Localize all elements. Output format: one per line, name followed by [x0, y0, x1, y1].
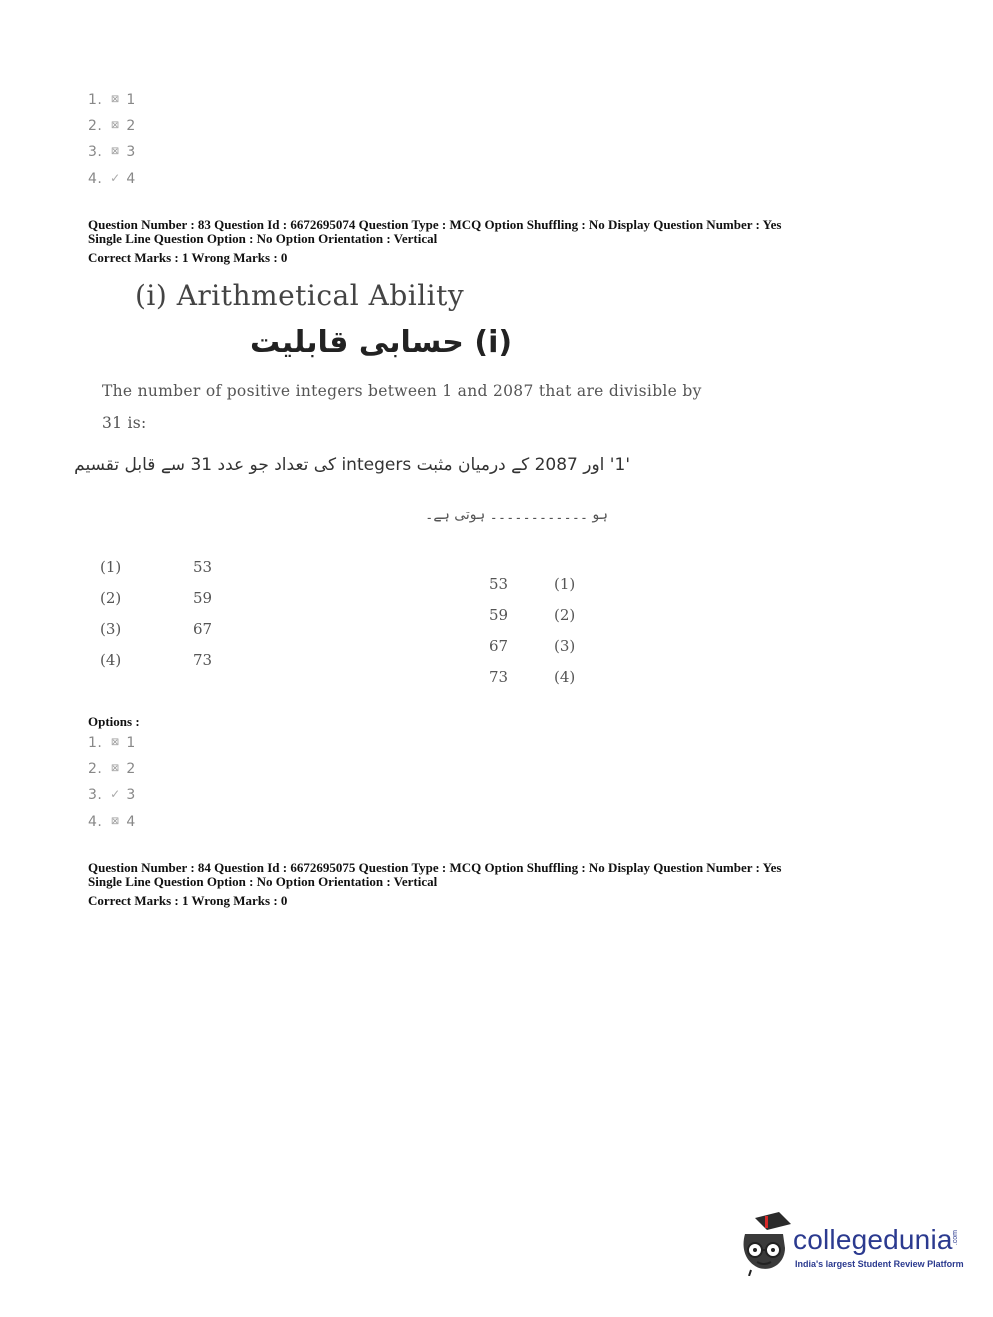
choice-ur-label-4: (4): [554, 668, 576, 686]
cross-icon: ⊠: [110, 737, 120, 748]
question-text-urdu-line1: '1' اور 2087 کے درمیان مثبت integers کی تعداد جو عدد 31 سے قابل تقسیم: [74, 455, 630, 475]
cross-icon: ⊠: [110, 94, 120, 105]
choice-en-value-1: 53: [193, 558, 213, 576]
logo-suffix: .com: [952, 1230, 959, 1246]
choice-ur-label-2: (2): [554, 606, 576, 624]
question-text-line2: 31 is:: [102, 414, 147, 432]
cross-icon: ⊠: [110, 763, 120, 774]
choice-ur-label-1: (1): [554, 575, 576, 593]
q84-meta-line2: Single Line Question Option : No Option Orientation : Vertical: [88, 874, 438, 889]
option-number: 3.: [88, 144, 103, 160]
option-2: [88, 761, 136, 777]
question-text-urdu-line2: ہو ۔۔۔۔۔۔۔۔۔۔۔۔ ہوتی ہے۔: [425, 507, 608, 523]
q83-meta-line2: Single Line Question Option : No Option Orientation : Vertical: [88, 231, 438, 246]
question-text-line1: The number of positive integers between 1 and 2087 that are divisible by: [102, 382, 702, 400]
choice-en-value-3: 67: [193, 620, 213, 638]
option-3: [88, 787, 136, 803]
choice-en-value-4: 73: [193, 651, 213, 669]
section-title: (i) Arithmetical Ability: [135, 279, 465, 312]
option-value: 2: [126, 118, 136, 134]
choice-en-label-2: (2): [100, 589, 122, 607]
option-value: 2: [126, 761, 136, 777]
option-value: 3: [126, 144, 136, 160]
option-value: 3: [126, 787, 136, 803]
choice-ur-value-2: 59: [489, 606, 509, 624]
option-number: 1.: [88, 92, 103, 108]
option-number: 4.: [88, 171, 103, 187]
option-value: 4: [126, 814, 136, 830]
option-value: 1: [126, 92, 136, 108]
option-4: [88, 814, 136, 830]
cross-icon: ⊠: [110, 120, 120, 131]
check-icon: ✓: [110, 171, 121, 185]
prev-option-3: [88, 144, 136, 160]
option-1: [88, 735, 136, 751]
choice-ur-value-3: 67: [489, 637, 509, 655]
choice-en-label-1: (1): [100, 558, 122, 576]
logo-wordmark: collegedunia: [793, 1224, 953, 1255]
q84-meta-line3: Correct Marks : 1 Wrong Marks : 0: [88, 893, 288, 908]
q83-meta-line3: Correct Marks : 1 Wrong Marks : 0: [88, 250, 288, 265]
q84-meta-line1: Question Number : 84 Question Id : 6672695075 Question Type : MCQ Option Shuffling : No Display Question Number : Yes: [88, 860, 782, 875]
choice-en-value-2: 59: [193, 589, 213, 607]
logo-tagline: India's largest Student Review Platform: [795, 1259, 964, 1269]
prev-option-2: [88, 118, 136, 134]
collegedunia-logo[interactable]: [735, 1210, 965, 1280]
check-icon: ✓: [110, 787, 121, 801]
option-number: 4.: [88, 814, 103, 830]
cross-icon: ⊠: [110, 816, 120, 827]
choice-ur-value-1: 53: [489, 575, 509, 593]
option-number: 2.: [88, 761, 103, 777]
prev-option-1: [88, 92, 136, 108]
option-number: 3.: [88, 787, 103, 803]
mascot-icon: [735, 1210, 795, 1276]
choice-ur-value-4: 73: [489, 668, 509, 686]
option-value: 4: [126, 171, 136, 187]
option-number: 1.: [88, 735, 103, 751]
choice-en-label-3: (3): [100, 620, 122, 638]
prev-option-4: [88, 171, 136, 187]
q83-meta-line1: Question Number : 83 Question Id : 6672695074 Question Type : MCQ Option Shuffling : No Display Question Number : Yes: [88, 217, 782, 232]
cross-icon: ⊠: [110, 146, 120, 157]
option-number: 2.: [88, 118, 103, 134]
choice-ur-label-3: (3): [554, 637, 576, 655]
section-title-urdu: (i) حسابی قابلیت: [250, 325, 513, 360]
choice-en-label-4: (4): [100, 651, 122, 669]
options-heading: Options :: [88, 714, 140, 729]
option-value: 1: [126, 735, 136, 751]
